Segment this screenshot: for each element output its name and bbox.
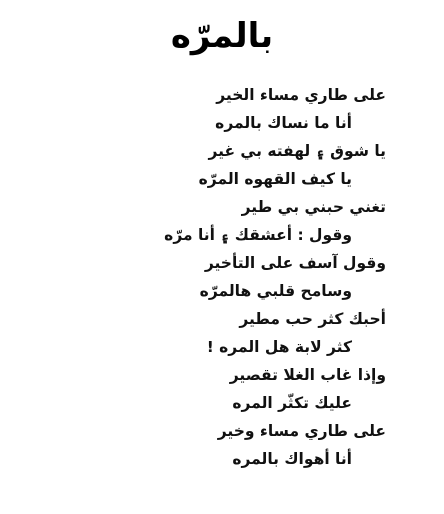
poem-line: عليك تكثّر المره — [232, 394, 352, 412]
poem-line: أحبك كثر حب مطير — [239, 310, 386, 328]
poem-line: على طاري مساء وخير — [217, 422, 386, 440]
poem-line: وقول : أعشقك ۽ أنا مرّه — [164, 226, 352, 244]
poem-line: على طاري مساء الخير — [216, 86, 386, 104]
poem-line: يا كيف القهوه المرّه — [198, 170, 352, 188]
poem-line: تغني حبني بي طير — [241, 198, 386, 216]
poem-line: كثر لابة هل المره ! — [206, 338, 352, 356]
poem-title: بالمرّه — [170, 16, 274, 56]
poem-line: وإذا غاب الغلا تقصير — [229, 366, 386, 384]
poem-line: وسامح قلبي هالمرّه — [199, 282, 352, 300]
poem-line: يا شوق ۽ لهفته بي غير — [208, 142, 386, 160]
poem-line: أنا أهواك بالمره — [232, 450, 352, 468]
poem-line: أنا ما نساك بالمره — [215, 114, 352, 132]
poem-body — [0, 82, 444, 512]
poem-line: وقول آسف على التأخير — [204, 254, 386, 272]
